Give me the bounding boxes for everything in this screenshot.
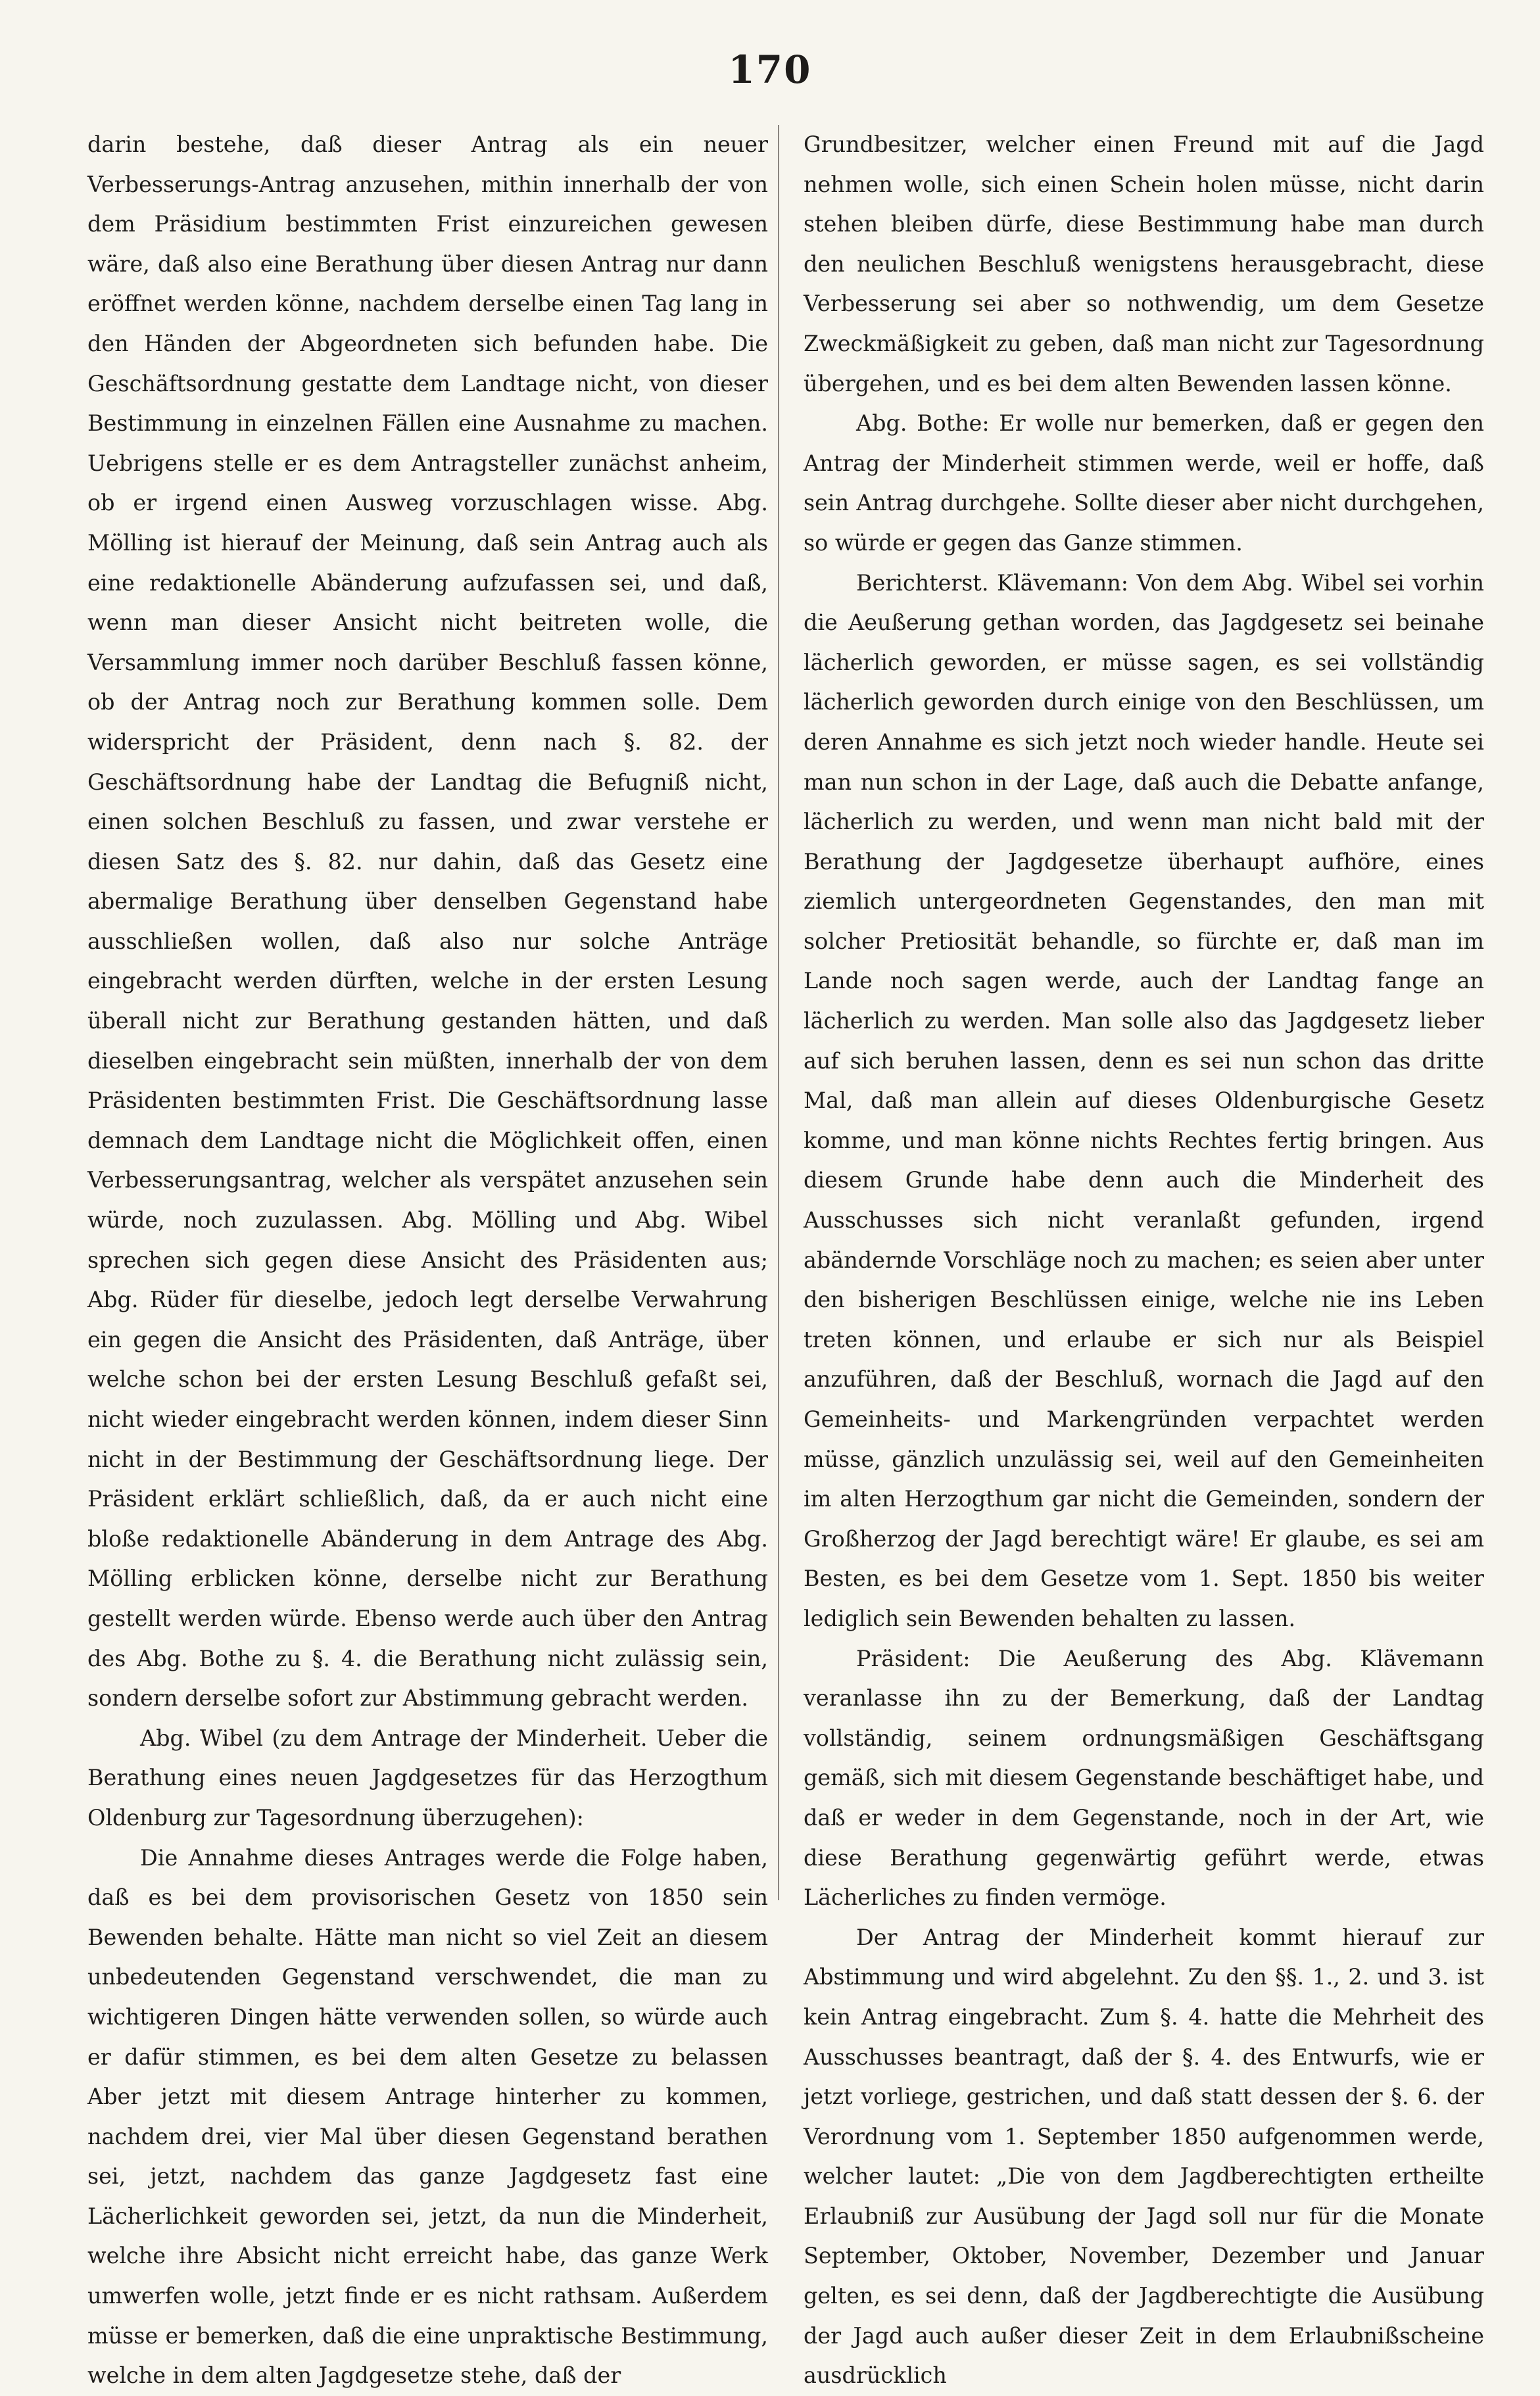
right-column bbox=[804, 125, 1484, 2396]
paragraph: Die Annahme dieses Antrages werde die Folge haben, daß es bei dem provisorischen Gesetz von 1850 sein Bewenden behalte. Hätte man nicht so viel Zeit an diesem unbedeutenden Gegenstand verschwendet, die man zu wichtigeren Dingen hätte verwenden sollen, so würde auch er dafür stimmen, es bei dem alten Gesetze zu belassen Aber jetzt mit diesem Antrage hinterher zu kommen, nachdem drei, vier Mal über diesen Gegenstand berathen sei, jetzt, nachdem das ganze Jagdgesetz fast eine Lächerlichkeit geworden sei, jetzt, da nun die Minderheit, welche ihre Absicht nicht erreicht habe, das ganze Werk umwerfen wolle, jetzt finde er es nicht rathsam. Außerdem müsse er bemerken, daß die eine unpraktische Bestimmung, welche in dem alten Jagdgesetze stehe, daß der bbox=[87, 1844, 768, 2389]
paragraph: Grundbesitzer, welcher einen Freund mit auf die Jagd nehmen wolle, sich einen Schein holen müsse, nicht darin stehen bleiben dürfe, diese Bestimmung habe man durch den neulichen Beschluß wenigstens herausgebracht, diese Verbesserung sei aber so nothwendig, um dem Gesetze Zweckmäßigkeit zu geben, daß man nicht zur Tagesordnung übergehen, und es bei dem alten Bewenden lassen könne. bbox=[804, 132, 1484, 396]
paragraph: Abg. Bothe: Er wolle nur bemerken, daß er gegen den Antrag der Minderheit stimmen werde, weil er hoffe, daß sein Antrag durchgehe. Sollte dieser aber nicht durchgehen, so würde er gegen das Ganze stimmen. bbox=[804, 410, 1484, 556]
left-column bbox=[87, 125, 768, 2396]
paragraph: darin bestehe, daß dieser Antrag als ein neuer Verbesserungs-Antrag anzusehen, mithin innerhalb der von dem Präsidium bestimmten Frist einzureichen gewesen wäre, daß also eine Berathung über diesen Antrag nur dann eröffnet werden könne, nachdem derselbe einen Tag lang in den Händen der Abgeordneten sich befunden habe. Die Geschäftsordnung gestatte dem Landtage nicht, von dieser Bestimmung in einzelnen Fällen eine Ausnahme zu machen. Uebrigens stelle er es dem Antragsteller zunächst anheim, ob er irgend einen Ausweg vorzuschlagen wisse. Abg. Mölling ist hierauf der Meinung, daß sein Antrag auch als eine redaktionelle Abänderung aufzufassen sei, und daß, wenn man dieser Ansicht nicht beitreten wolle, die Versammlung immer noch darüber Beschluß fassen könne, ob der Antrag noch zur Berathung kommen solle. Dem widerspricht der Präsident, denn nach §. 82. der Geschäftsordnung habe der Landtag die Befugniß nicht, einen solchen Beschluß zu fassen, und zwar verstehe er diesen Satz des §. 82. nur dahin, daß das Gesetz eine abermalige Berathung über denselben Gegenstand habe ausschließen wollen, daß also nur solche Anträge eingebracht werden dürften, welche in der ersten Lesung überall nicht zur Berathung gestanden hätten, und daß dieselben eingebracht sein müßten, innerhalb der von dem Präsidenten bestimmten Frist. Die Geschäftsordnung lasse demnach dem Landtage nicht die Möglichkeit offen, einen Verbesserungsantrag, welcher als verspätet anzusehen sein würde, noch zuzulassen. Abg. Mölling und Abg. Wibel sprechen sich gegen diese Ansicht des Präsidenten aus; Abg. Rüder für dieselbe, jedoch legt derselbe Verwahrung ein gegen die Ansicht des Präsidenten, daß Anträge, über welche schon bei der ersten Lesung Beschluß gefaßt sei, nicht wieder eingebracht werden können, indem dieser Sinn nicht in der Bestimmung der Geschäftsordnung liege. Der Präsident erklärt schließlich, daß, da er auch nicht eine bloße redaktionelle Abänderung in dem Antrage des Abg. Mölling erblicken könne, derselbe nicht zur Berathung gestellt werden würde. Ebenso werde auch über den Antrag des Abg. Bothe zu §. 4. die Berathung nicht zulässig sein, sondern derselbe sofort zur Abstimmung gebracht werden. bbox=[87, 132, 768, 1712]
page-number: 170 bbox=[728, 47, 812, 92]
column-divider bbox=[778, 125, 779, 1900]
paragraph: Abg. Wibel (zu dem Antrage der Minderheit. Ueber die Berathung eines neuen Jagdgesetzes für das Herzogthum Oldenburg zur Tagesordnung überzugehen): bbox=[87, 1725, 768, 1831]
paragraph: Der Antrag der Minderheit kommt hierauf zur Abstimmung und wird abgelehnt. Zu den §§. 1., 2. und 3. ist kein Antrag eingebracht. Zum §. 4. hatte die Mehrheit des Ausschusses beantragt, daß der §. 4. des Entwurfs, wie er jetzt vorliege, gestrichen, und daß statt dessen der §. 6. der Verordnung vom 1. September 1850 aufgenommen werde, welcher lautet: „Die von dem Jagdberechtigten ertheilte Erlaubniß zur Ausübung der Jagd soll nur für die Monate September, Oktober, November, Dezember und Januar gelten, es sei denn, daß der Jagdberechtigte die Ausübung der Jagd auch außer dieser Zeit in dem Erlaubnißscheine ausdrücklich bbox=[804, 1924, 1484, 2389]
paragraph: Präsident: Die Aeußerung des Abg. Klävemann veranlasse ihn zu der Bemerkung, daß der Landtag vollständig, seinem ordnungsmäßigen Geschäftsgang gemäß, sich mit diesem Gegenstande beschäftiget habe, und daß er weder in dem Gegenstande, noch in der Art, wie diese Berathung gegenwärtig geführt werde, etwas Lächerliches zu finden vermöge. bbox=[804, 1645, 1484, 1911]
paragraph: Berichterst. Klävemann: Von dem Abg. Wibel sei vorhin die Aeußerung gethan worden, das Jagdgesetz sei beinahe lächerlich geworden, er müsse sagen, es sei vollständig lächerlich geworden durch einige von den Beschlüssen, um deren Annahme es sich jetzt noch wieder handle. Heute sei man nun schon in der Lage, daß auch die Debatte anfange, lächerlich zu werden, und wenn man nicht bald mit der Berathung der Jagdgesetze überhaupt aufhöre, eines ziemlich untergeordneten Gegenstandes, den man mit solcher Pretiosität behandle, so fürchte er, daß man im Lande noch sagen werde, auch der Landtag fange an lächerlich zu werden. Man solle also das Jagdgesetz lieber auf sich beruhen lassen, denn es sei nun schon das dritte Mal, daß man allein auf dieses Oldenburgische Gesetz komme, und man könne nichts Rechtes fertig bringen. Aus diesem Grunde habe denn auch die Minderheit des Ausschusses sich nicht veranlaßt gefunden, irgend abändernde Vorschläge noch zu machen; es seien aber unter den bisherigen Beschlüssen einige, welche nie ins Leben treten können, und erlaube er sich nur als Beispiel anzuführen, daß der Beschluß, wornach die Jagd auf den Gemeinheits- und Markengründen verpachtet werden müsse, gänzlich unzulässig sei, weil auf den Gemeinheiten im alten Herzogthum gar nicht die Gemeinden, sondern der Großherzog der Jagd berechtigt wäre! Er glaube, es sei am Besten, es bei dem Gesetze vom 1. Sept. 1850 bis weiter lediglich sein Bewenden behalten zu lassen. bbox=[804, 569, 1484, 1631]
